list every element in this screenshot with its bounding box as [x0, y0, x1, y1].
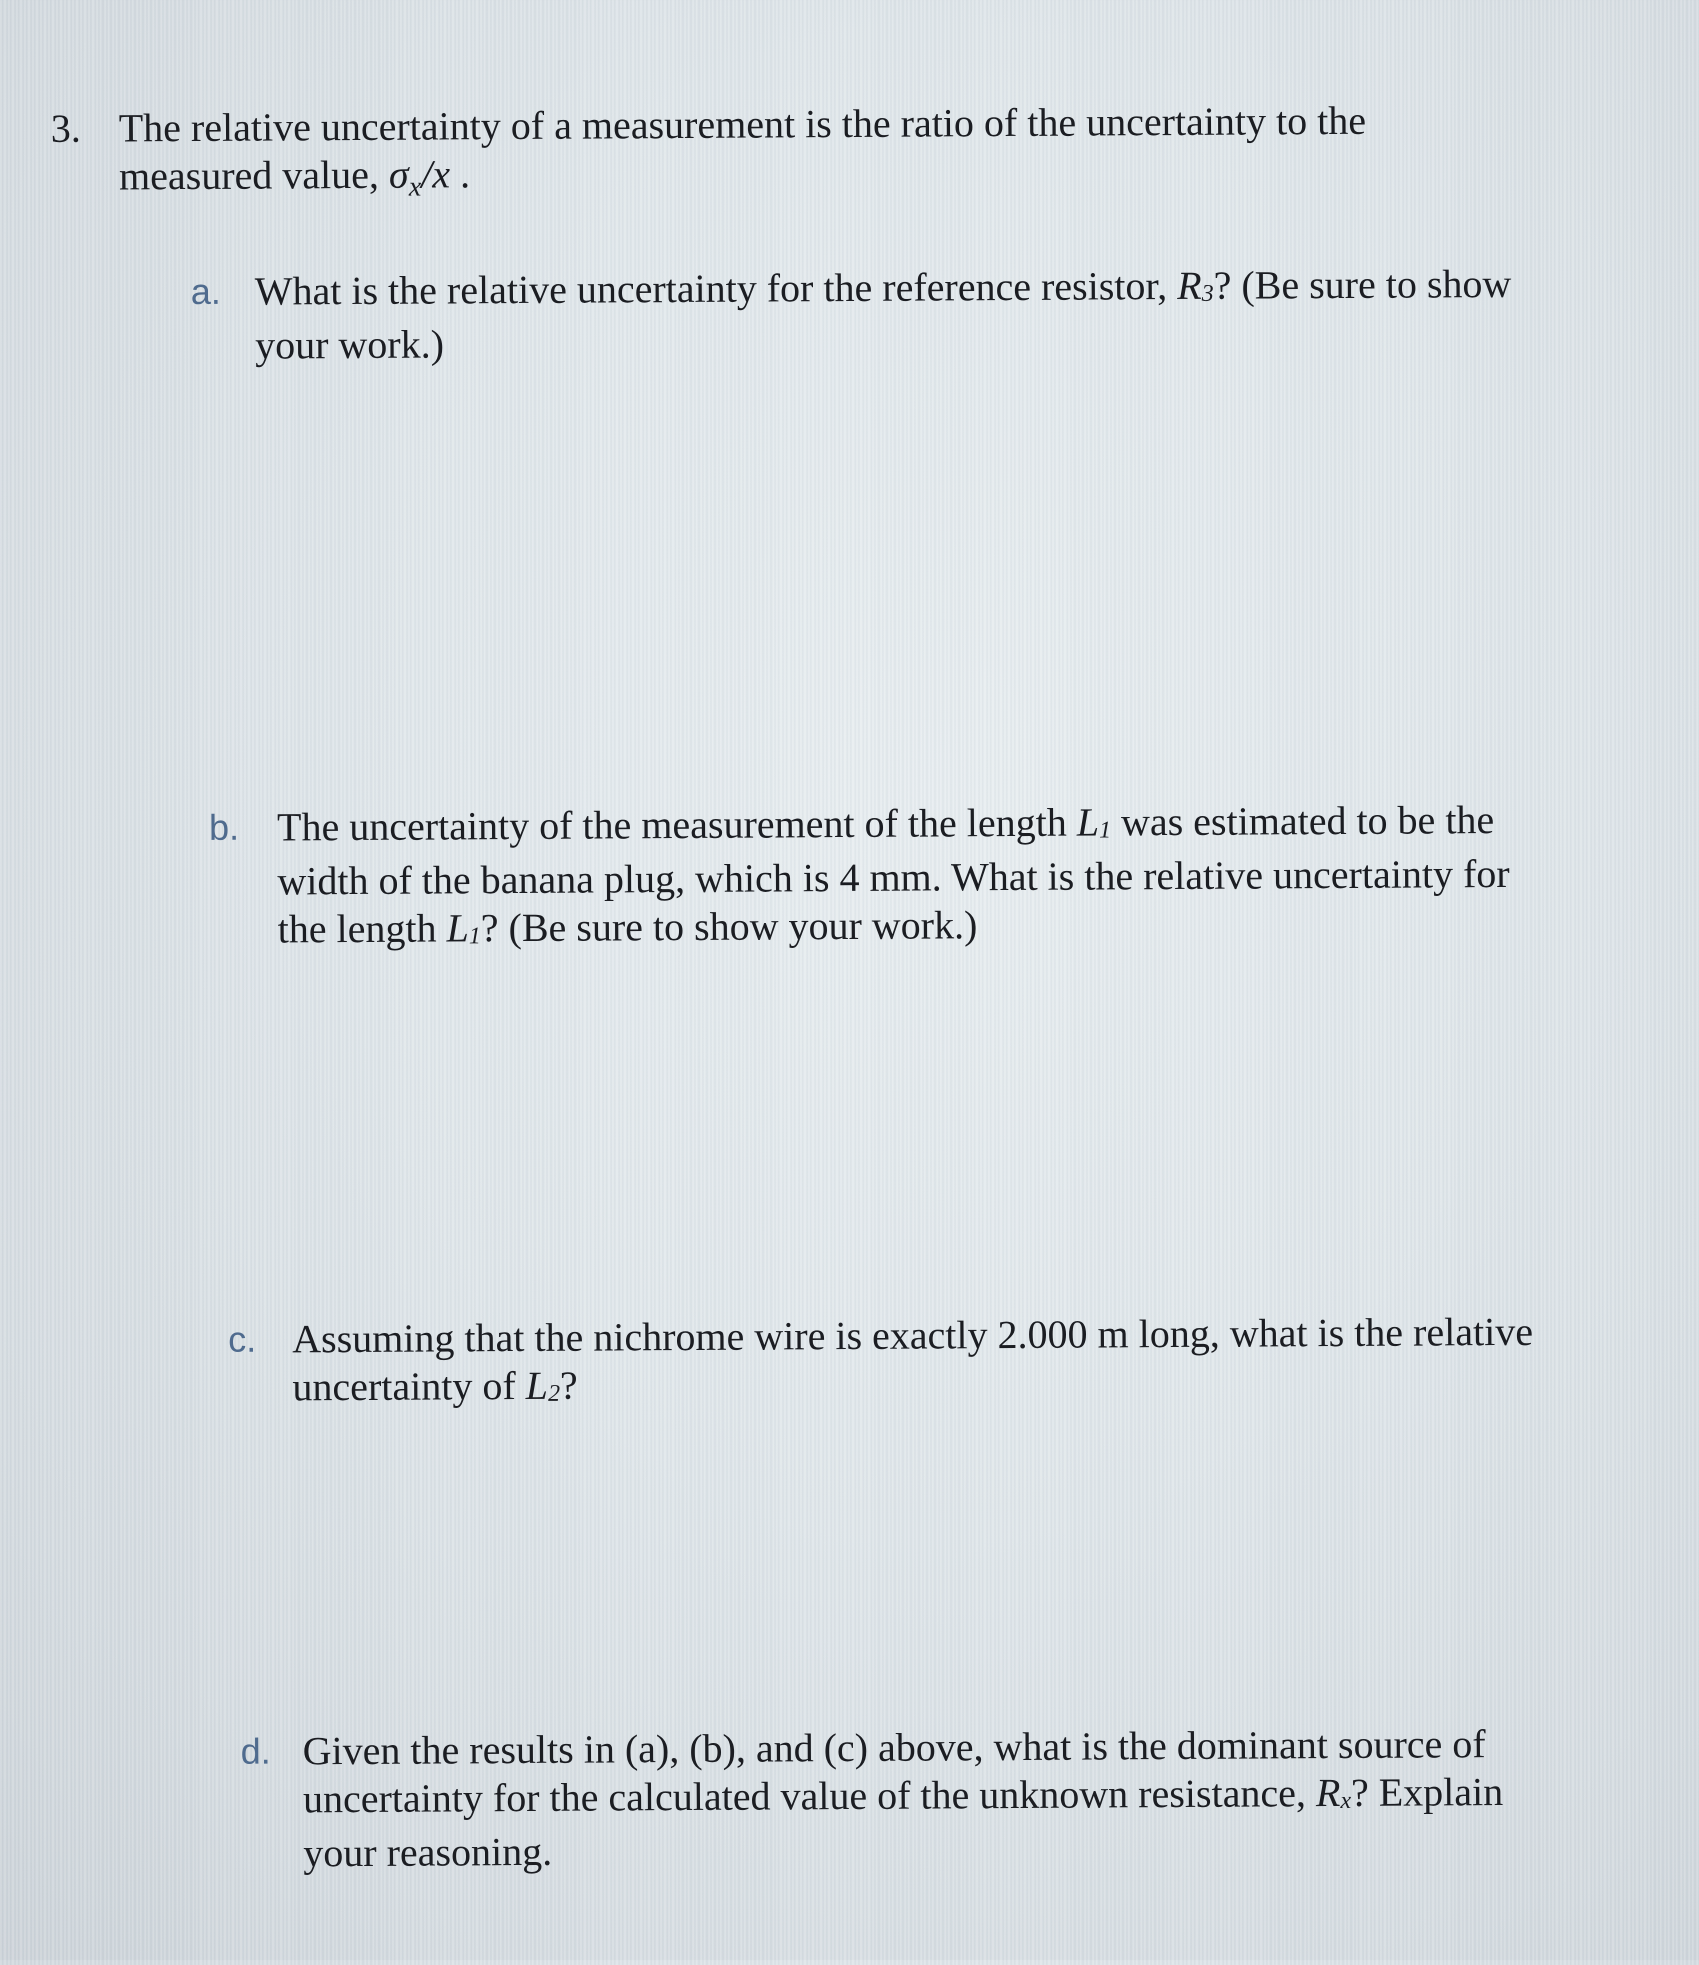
part-c-letter: c. [228, 1318, 257, 1360]
question-number: 3. [50, 105, 81, 151]
part-a-letter: a. [190, 270, 221, 313]
sigma-symbol: σ [388, 151, 409, 197]
part-d [240, 1720, 1561, 1876]
part-b [208, 796, 1559, 952]
part-c-text: Assuming that the nichrome wire is exactly 2.000 m long, what is the relative uncertainty of L2? [292, 1308, 1534, 1410]
part-b-letter: b. [208, 806, 240, 848]
part-d-text: Given the results in (a), (b), and (c) above, what is the dominant source of uncertainty for the calculated value of the unknown resistance, Rx? Explain your reasoning. [302, 1721, 1504, 1876]
part-b-text: The uncertainty of the measurement of the length L1 was estimated to be the width of the banana plug, which is 4 mm. What is the relative uncertainty for the length L1? (Be sure to show your work.) [276, 797, 1510, 952]
part-d-letter: d. [240, 1730, 271, 1772]
part-a [190, 260, 1531, 368]
question-3 [50, 96, 1491, 203]
question-text: The relative uncertainty of a measurement is the ratio of the uncertainty to the measured value, $\sigma_x/x$ . [118, 97, 1367, 203]
part-a-text: What is the relative uncertainty for the reference resistor, R3? (Be sure to show your work.) [254, 260, 1512, 368]
part-c [228, 1308, 1578, 1410]
